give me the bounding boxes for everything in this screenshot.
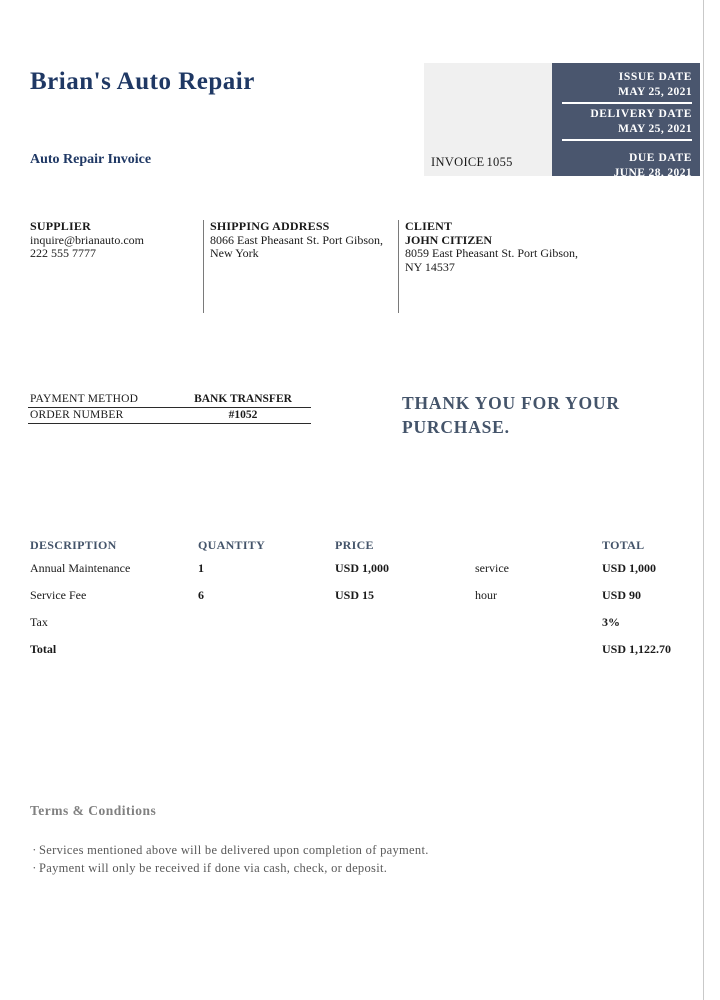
terms-list — [30, 841, 650, 877]
grand-total-label: Total — [30, 642, 57, 656]
item-price: USD 1,000 — [335, 561, 390, 575]
item-total: USD 1,000 — [602, 561, 657, 575]
document-title: Auto Repair Invoice — [30, 152, 152, 167]
invoice-number-box — [424, 63, 552, 176]
shipping-address-line2: New York — [210, 246, 259, 260]
grand-total-unit — [475, 640, 602, 658]
due-date-value: JUNE 28, 2021 — [613, 167, 692, 179]
list-item — [30, 859, 650, 877]
payment-info-table — [28, 392, 311, 424]
item-description: Annual Maintenance — [30, 561, 131, 575]
list-item — [30, 841, 650, 859]
tax-price — [335, 613, 475, 631]
grand-total-quantity — [198, 640, 335, 658]
table-row-total — [30, 640, 675, 658]
client-address-line1: 8059 East Pheasant St. Port Gibson, — [405, 246, 578, 260]
header-quantity: QUANTITY — [198, 538, 266, 552]
supplier-phone: 222 555 7777 — [30, 246, 96, 260]
tax-quantity — [198, 613, 335, 631]
issue-date-value: MAY 25, 2021 — [562, 85, 692, 104]
tax-label: Tax — [30, 615, 48, 629]
shipping-address-block — [203, 220, 393, 313]
delivery-date-label: DELIVERY DATE — [590, 108, 692, 120]
invoice-label: INVOICE — [431, 155, 485, 169]
items-table-header — [30, 536, 675, 554]
delivery-date-group — [560, 107, 692, 144]
grand-total-value: USD 1,122.70 — [602, 642, 672, 656]
invoice-number: 1055 — [486, 155, 513, 169]
bullet-icon: · — [32, 861, 37, 875]
header-description: DESCRIPTION — [30, 538, 117, 552]
thank-you-note: THANK YOU FOR YOUR PURCHASE. — [402, 393, 620, 437]
client-label: CLIENT — [405, 219, 453, 233]
client-block — [398, 220, 648, 313]
item-unit: service — [475, 561, 509, 575]
terms-item-text: Services mentioned above will be delivered upon completion of payment. — [39, 843, 429, 857]
shipping-address-label: SHIPPING ADDRESS — [210, 219, 330, 233]
due-date-group — [560, 151, 692, 181]
order-number-value: #1052 — [228, 409, 258, 421]
header-price: PRICE — [335, 538, 374, 552]
table-row — [30, 586, 675, 604]
header-unit — [475, 536, 602, 554]
item-total: USD 90 — [602, 588, 642, 602]
due-date-label: DUE DATE — [628, 152, 692, 164]
item-price: USD 15 — [335, 588, 375, 602]
supplier-block — [30, 220, 195, 313]
header-total: TOTAL — [602, 538, 645, 552]
terms-title: Terms & Conditions — [30, 803, 157, 818]
payment-method-label: PAYMENT METHOD — [30, 393, 139, 405]
item-quantity: 1 — [198, 561, 204, 575]
delivery-date-value: MAY 25, 2021 — [562, 122, 692, 141]
table-row-tax — [30, 613, 675, 631]
client-name: JOHN CITIZEN — [405, 232, 493, 247]
shipping-address-line1: 8066 East Pheasant St. Port Gibson, — [210, 232, 383, 247]
issue-date-label: ISSUE DATE — [618, 71, 692, 83]
supplier-email: inquire@brianauto.com — [30, 232, 145, 247]
tax-unit — [475, 613, 602, 631]
order-number-row — [28, 408, 311, 424]
supplier-label: SUPPLIER — [30, 219, 91, 233]
item-description: Service Fee — [30, 588, 87, 602]
items-table — [30, 536, 675, 667]
tax-value: 3% — [602, 615, 620, 629]
invoice-number-line — [431, 155, 546, 170]
page-edge-divider — [703, 0, 704, 1000]
client-address-line2: NY 14537 — [405, 259, 455, 274]
grand-total-price — [335, 640, 475, 658]
item-quantity: 6 — [198, 588, 204, 602]
payment-method-row — [28, 392, 311, 408]
payment-method-value: BANK TRANSFER — [194, 393, 292, 405]
order-number-label: ORDER NUMBER — [30, 409, 124, 421]
terms-item-text: Payment will only be received if done via cash, check, or deposit. — [39, 861, 388, 875]
company-name: Brian's Auto Repair — [30, 68, 255, 95]
bullet-icon: · — [32, 843, 37, 857]
terms-section — [30, 803, 650, 877]
item-unit: hour — [475, 588, 497, 602]
table-row — [30, 559, 675, 577]
dates-box — [552, 63, 700, 179]
issue-date-group — [560, 70, 692, 107]
